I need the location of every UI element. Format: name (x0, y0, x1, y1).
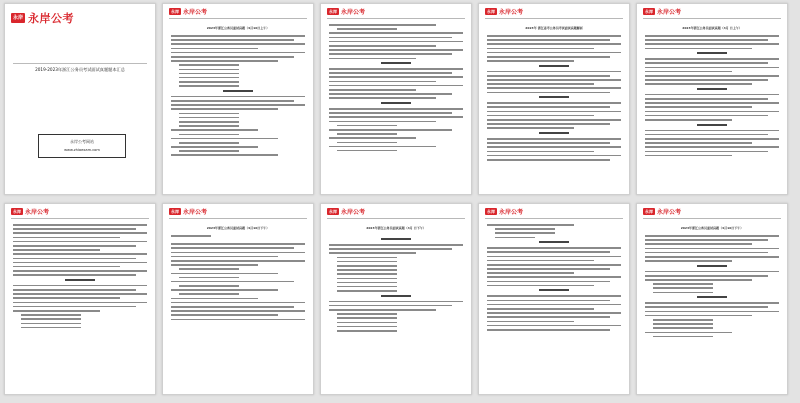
cover-url: www.zhiaexam.com (64, 148, 100, 152)
body-text-line (487, 300, 610, 302)
brand-name: 永岸公考 (341, 208, 366, 216)
section-heading-text (539, 132, 568, 134)
body-text-line (171, 39, 294, 41)
body-text-line (645, 248, 779, 250)
body-text-line (329, 244, 463, 246)
body-text-line (179, 134, 239, 136)
body-text-line (171, 243, 305, 245)
section-heading-text (539, 96, 568, 98)
body-text-line (179, 69, 239, 71)
body-text-line (337, 265, 397, 267)
body-text-line (329, 41, 463, 43)
page-thumbnail-1[interactable] (4, 3, 156, 195)
body-text-line (13, 249, 100, 251)
section-heading-text (539, 241, 568, 243)
page-body (637, 30, 787, 156)
body-text-line (13, 253, 147, 255)
body-text-line (645, 67, 779, 69)
body-text-line (13, 228, 136, 230)
body-text-line (487, 308, 594, 310)
body-text-line (645, 71, 732, 73)
body-text-line (329, 301, 463, 303)
body-text-line (179, 268, 239, 270)
section-heading-text (697, 52, 726, 54)
body-text-line (179, 81, 239, 83)
body-text-line (329, 72, 452, 74)
body-text-line (179, 150, 239, 152)
body-text-line (13, 302, 147, 304)
brand-name: 永岸公考 (28, 12, 75, 25)
body-text-line (329, 116, 463, 118)
body-text-line (645, 146, 779, 148)
body-text-line (645, 151, 768, 153)
body-text-line (179, 277, 239, 279)
body-text-line (171, 235, 211, 237)
page-header (637, 204, 787, 218)
body-text-line (487, 119, 621, 121)
document-page-grid (4, 3, 788, 395)
body-text-line (171, 264, 258, 266)
body-text-line (171, 260, 305, 262)
body-text-line (645, 79, 768, 81)
body-text-line (645, 48, 752, 50)
running-title: 2023年浙江公务员面试真题（4月 日下午） (366, 226, 426, 230)
body-text-line (645, 43, 779, 45)
body-text-line (645, 302, 779, 304)
body-text-line (329, 32, 463, 34)
body-text-line (13, 289, 136, 291)
body-text-line (645, 94, 779, 96)
body-text-line (171, 310, 305, 312)
body-text-line (171, 146, 258, 148)
body-text-line (645, 311, 779, 313)
body-text-line (329, 76, 463, 78)
body-text-line (179, 85, 239, 87)
body-text-line (13, 224, 147, 226)
body-text-line (179, 73, 239, 75)
body-text-line (645, 332, 732, 334)
body-text-line (645, 252, 768, 254)
body-text-line (337, 322, 397, 324)
body-text-line (171, 60, 278, 62)
body-text-line (645, 243, 752, 245)
body-text-line (337, 326, 397, 328)
running-title: 2023年 浙江省考公务员考试面试真题解析 (525, 26, 583, 30)
brand-logo (11, 10, 74, 26)
body-text-line (645, 260, 732, 262)
body-text-line (13, 270, 147, 272)
body-text-line (21, 327, 81, 329)
brand-badge: 永岸 (171, 208, 179, 214)
body-text-line (329, 37, 452, 39)
brand-name: 永岸公考 (183, 8, 208, 16)
body-text-line (171, 256, 278, 258)
body-text-line (179, 113, 239, 115)
body-text-line (645, 275, 768, 277)
brand-badge: 永岸 (13, 15, 24, 21)
page-thumbnail-2[interactable] (162, 3, 314, 195)
brand-badge: 永岸 (171, 8, 179, 14)
body-text-line (487, 35, 621, 37)
body-text-line (13, 232, 147, 234)
body-text-line (337, 273, 397, 275)
body-text-line (645, 134, 768, 136)
body-text-line (645, 83, 752, 85)
body-text-line (171, 48, 258, 50)
page-header (321, 204, 471, 218)
body-text-line (645, 98, 768, 100)
brand-name: 永岸公考 (341, 8, 366, 16)
body-text-line (171, 314, 278, 316)
body-text-line (171, 289, 278, 291)
brand-badge: 永岸 (487, 8, 495, 14)
brand-badge: 永岸 (487, 208, 495, 214)
cover-title: 2019-2023年浙江公务员考试面试真题题本汇总 (35, 67, 125, 72)
running-title: 2023年浙江公务员面试真题（4月10日下午） (680, 226, 744, 230)
body-text-line (487, 224, 574, 226)
body-text-line (171, 96, 305, 98)
body-text-line (645, 279, 752, 281)
body-text-line (645, 58, 779, 60)
body-text-line (337, 269, 397, 271)
body-text-line (487, 312, 621, 314)
page-header (163, 4, 313, 18)
body-text-line (171, 129, 258, 131)
page-thumbnail-4[interactable] (478, 3, 630, 195)
brand-badge: 永岸 (645, 208, 653, 214)
body-text-line (171, 273, 278, 275)
body-text-line (337, 125, 397, 127)
body-text-line (487, 256, 621, 258)
page-body (637, 230, 787, 337)
body-text-line (329, 24, 436, 26)
body-text-line (487, 251, 610, 253)
body-text-line (171, 319, 305, 321)
body-text-line (645, 106, 752, 108)
section-heading-text (539, 289, 568, 291)
page-header (5, 204, 155, 218)
body-text-line (487, 52, 621, 54)
body-text-line (487, 304, 621, 306)
body-text-line (337, 278, 397, 280)
body-text-line (653, 292, 713, 294)
body-text-line (487, 155, 621, 157)
body-text-line (13, 285, 147, 287)
body-text-line (495, 228, 555, 230)
body-text-line (645, 130, 779, 132)
body-text-line (13, 258, 136, 260)
body-text-line (179, 125, 239, 127)
body-text-line (653, 327, 713, 329)
body-text-line (337, 290, 397, 292)
page-body (163, 230, 313, 320)
body-text-line (171, 252, 305, 254)
section-heading-text (697, 296, 726, 298)
body-text-line (645, 315, 752, 317)
body-text-line (171, 108, 278, 110)
body-text-line (487, 106, 610, 108)
body-text-line (653, 287, 713, 289)
page-body (479, 30, 629, 161)
cover-info-box (38, 134, 126, 158)
body-text-line (487, 123, 610, 125)
body-text-line (179, 77, 239, 79)
body-text-line (653, 336, 713, 338)
section-heading-text (381, 238, 410, 240)
body-text-line (487, 321, 574, 323)
brand-name: 永岸公考 (25, 208, 50, 216)
body-text-line (13, 274, 136, 276)
body-text-line (487, 260, 594, 262)
section-heading-text (223, 90, 252, 92)
body-text-line (171, 302, 305, 304)
body-text-line (337, 286, 397, 288)
brand-badge: 永岸 (329, 208, 337, 214)
body-text-line (337, 142, 397, 144)
body-text-line (487, 56, 610, 58)
body-text-line (329, 108, 463, 110)
page-thumbnail-3[interactable] (320, 3, 472, 195)
running-title: 2023年浙江公务员面试真题（4月10日下午） (206, 226, 270, 230)
body-text-line (329, 85, 463, 87)
body-text-line (179, 285, 239, 287)
body-text-line (171, 52, 305, 54)
body-text-line (179, 121, 239, 123)
body-text-line (171, 43, 305, 45)
body-text-line (487, 111, 621, 113)
body-text-line (337, 133, 397, 135)
body-text-line (21, 323, 81, 325)
page-body (479, 219, 629, 331)
page-thumbnail-9[interactable] (478, 203, 630, 395)
section-heading-text (697, 265, 726, 267)
body-text-line (13, 306, 136, 308)
brand-name: 永岸公考 (657, 208, 682, 216)
brand-name: 永岸公考 (499, 8, 524, 16)
body-text-line (487, 272, 574, 274)
page-thumbnail-6[interactable] (4, 203, 156, 395)
body-text-line (13, 237, 120, 239)
body-text-line (487, 115, 594, 117)
body-text-line (329, 49, 463, 51)
body-text-line (337, 317, 397, 319)
body-text-line (329, 146, 436, 148)
page-header (479, 204, 629, 218)
brand-name: 永岸公考 (183, 208, 208, 216)
body-text-line (179, 293, 239, 295)
section-heading-text (697, 124, 726, 126)
body-text-line (645, 306, 768, 308)
body-text-line (645, 35, 779, 37)
body-text-line (487, 264, 621, 266)
body-text-line (13, 310, 100, 312)
page-thumbnail-8[interactable] (320, 203, 472, 395)
body-text-line (487, 151, 594, 153)
body-text-line (487, 285, 594, 287)
body-text-line (645, 235, 779, 237)
body-text-line (21, 314, 81, 316)
body-text-line (487, 43, 621, 45)
body-text-line (645, 239, 768, 241)
body-text-line (337, 261, 397, 263)
page-thumbnail-10[interactable] (636, 203, 788, 395)
body-text-line (487, 48, 594, 50)
body-text-line (171, 298, 258, 300)
body-text-line (495, 237, 535, 239)
body-text-line (13, 241, 147, 243)
body-text-line (329, 81, 436, 83)
body-text-line (329, 129, 452, 131)
body-text-line (645, 271, 779, 273)
body-text-line (487, 142, 610, 144)
body-text-line (487, 87, 621, 89)
brand-badge: 永岸 (13, 208, 21, 214)
page-thumbnail-7[interactable] (162, 203, 314, 395)
body-text-line (653, 319, 713, 321)
body-text-line (645, 138, 779, 140)
page-body (5, 219, 155, 328)
body-text-line (487, 39, 610, 41)
body-text-line (329, 121, 436, 123)
body-text-line (487, 276, 621, 278)
section-heading-text (381, 295, 410, 297)
brand-badge: 永岸 (329, 8, 337, 14)
body-text-line (171, 154, 278, 156)
body-text-line (487, 102, 621, 104)
body-text-line (329, 53, 452, 55)
body-text-line (495, 232, 555, 234)
body-text-line (487, 83, 594, 85)
section-heading-text (539, 65, 568, 67)
body-text-line (21, 318, 81, 320)
body-text-line (487, 268, 610, 270)
body-text-line (645, 155, 732, 157)
body-text-line (645, 39, 768, 41)
body-text-line (329, 89, 416, 91)
body-text-line (645, 111, 779, 113)
body-text-line (645, 115, 768, 117)
body-text-line (645, 62, 768, 64)
body-text-line (337, 330, 397, 332)
body-text-line (645, 119, 732, 121)
running-title: 2023年浙江公务员面试真题（4月10日上午） (206, 26, 270, 30)
body-text-line (487, 127, 574, 129)
body-text-line (171, 104, 305, 106)
running-title: 2023年浙江公务员面试真题（4月 日上午） (682, 26, 742, 30)
body-text-line (487, 75, 610, 77)
body-text-line (487, 281, 610, 283)
page-body (321, 19, 471, 151)
body-text-line (487, 71, 621, 73)
page-body (163, 30, 313, 156)
body-text-line (487, 247, 621, 249)
body-text-line (13, 266, 120, 268)
page-header (637, 4, 787, 18)
body-text-line (487, 295, 621, 297)
page-header (479, 4, 629, 18)
body-text-line (653, 283, 713, 285)
brand-badge: 永岸 (645, 8, 653, 14)
section-heading-text (697, 88, 726, 90)
body-text-line (487, 329, 610, 331)
body-text-line (329, 112, 452, 114)
body-text-line (329, 68, 463, 70)
body-text-line (13, 297, 120, 299)
page-body (321, 230, 471, 332)
body-text-line (645, 256, 779, 258)
section-heading-text (381, 102, 410, 104)
brand-name: 永岸公考 (499, 208, 524, 216)
body-text-line (329, 97, 436, 99)
body-text-line (645, 102, 779, 104)
cover-rule (13, 63, 147, 64)
body-text-line (487, 325, 621, 327)
body-text-line (13, 245, 136, 247)
body-text-line (329, 309, 436, 311)
body-text-line (179, 64, 239, 66)
body-text-line (645, 75, 779, 77)
body-text-line (337, 282, 397, 284)
body-text-line (337, 28, 397, 30)
body-text-line (487, 159, 610, 161)
body-text-line (171, 281, 294, 283)
body-text-line (171, 138, 278, 140)
body-text-line (487, 316, 610, 318)
section-heading-text (381, 62, 410, 64)
body-text-line (329, 305, 452, 307)
body-text-line (329, 248, 452, 250)
section-heading-text (65, 279, 94, 281)
body-text-line (645, 142, 752, 144)
body-text-line (171, 56, 294, 58)
body-text-line (329, 137, 416, 139)
body-text-line (171, 306, 294, 308)
body-text-line (653, 323, 713, 325)
body-text-line (487, 60, 574, 62)
body-text-line (337, 150, 397, 152)
body-text-line (171, 100, 294, 102)
brand-name: 永岸公考 (657, 8, 682, 16)
body-text-line (487, 92, 610, 94)
body-text-line (337, 257, 397, 259)
body-text-line (329, 93, 452, 95)
body-text-line (179, 142, 239, 144)
body-text-line (487, 79, 621, 81)
body-text-line (329, 58, 416, 60)
page-thumbnail-5[interactable] (636, 3, 788, 195)
body-text-line (329, 45, 436, 47)
body-text-line (171, 35, 305, 37)
body-text-line (179, 117, 239, 119)
cover-org: 永岸公考网站 (70, 139, 94, 144)
page-header (321, 4, 471, 18)
body-text-line (337, 313, 397, 315)
body-text-line (13, 293, 147, 295)
page-header (163, 204, 313, 218)
body-text-line (487, 146, 621, 148)
body-text-line (171, 247, 294, 249)
body-text-line (329, 252, 416, 254)
body-text-line (487, 138, 621, 140)
body-text-line (13, 262, 147, 264)
